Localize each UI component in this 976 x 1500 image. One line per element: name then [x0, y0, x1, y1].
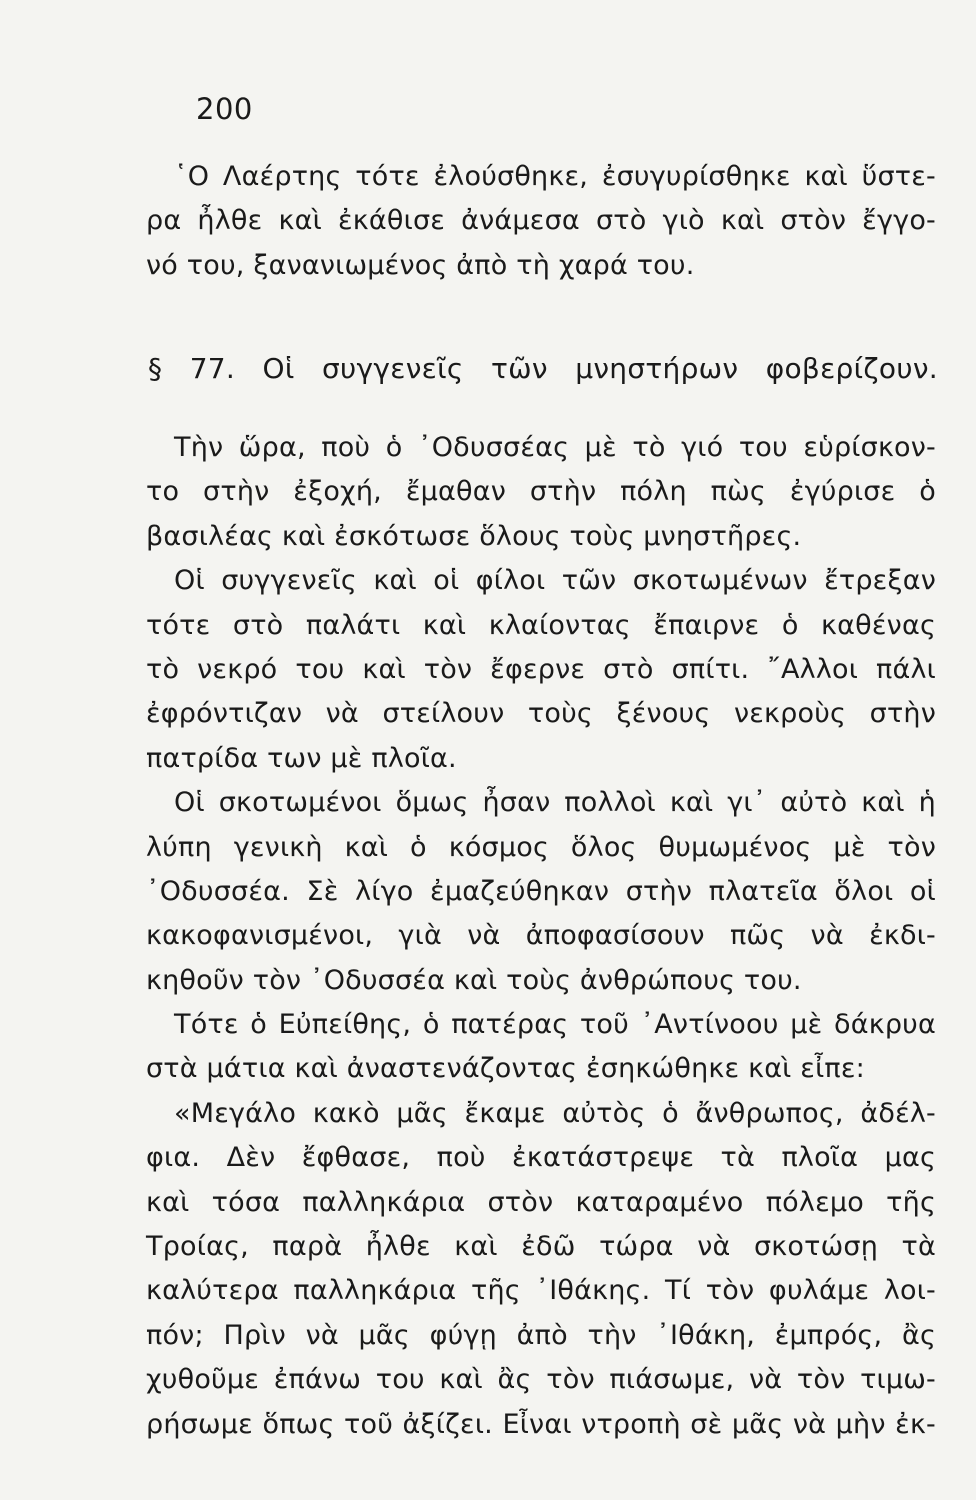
text-line: λύπη γενικὴ καὶ ὁ κόσμος ὅλος θυμωμένος μὲ τὸν [146, 831, 936, 863]
text-line: Τὴν ὥρα, ποὺ ὁ ᾿Οδυσσέας μὲ τὸ γιό του εὑρίσκον- [174, 432, 936, 463]
text-line: καὶ τόσα παλληκάρια στὸν καταραμένο πόλεμο τῆς [146, 1186, 936, 1218]
text-line: νό του, ξανανιωμένος ἀπὸ τὴ χαρά του. [146, 249, 695, 281]
text-line: καλύτερα παλληκάρια τῆς ᾿Ιθάκης. Τί τὸν φυλάμε λοι- [146, 1275, 936, 1307]
text-line: Οἱ συγγενεῖς καὶ οἱ φίλοι τῶν σκοτωμένων ἔτρεξαν [174, 565, 936, 597]
section-heading: § 77. Οἱ συγγενεῖς τῶν μνηστήρων φοβερίζουν. [148, 352, 938, 385]
text-line: χυθοῦμε ἐπάνω του καὶ ἂς τὸν πιάσωμε, νὰ τὸν τιμω- [146, 1364, 936, 1396]
body-text [146, 426, 936, 1447]
text-line: ρήσωμε ὅπως τοῦ ἀξίζει. Εἶναι ντροπὴ σὲ μᾶς νὰ μὴν ἐκ- [146, 1408, 936, 1440]
text-line: πόν; Πρὶν νὰ μᾶς φύγῃ ἀπὸ τὴν ᾿Ιθάκη, ἐμπρός, ἂς [146, 1319, 936, 1351]
text-line: «Μεγάλο κακὸ μᾶς ἔκαμε αὐτὸς ὁ ἄνθρωπος, ἀδέλ- [174, 1097, 936, 1129]
text-line: πατρίδα των μὲ πλοῖα. [146, 742, 457, 774]
intro-paragraph [146, 155, 936, 288]
text-line: ρα ἦλθε καὶ ἐκάθισε ἀνάμεσα στὸ γιὸ καὶ στὸν ἔγγο- [146, 205, 936, 237]
text-line: κηθοῦν τὸν ᾿Οδυσσέα καὶ τοὺς ἀνθρώπους του. [146, 964, 802, 996]
text-line: τότε στὸ παλάτι καὶ κλαίοντας ἔπαιρνε ὁ καθένας [146, 609, 936, 641]
text-line: στὰ μάτια καὶ ἀναστενάζοντας ἐσηκώθηκε καὶ εἶπε: [146, 1053, 865, 1085]
text-line: ἐφρόντιζαν νὰ στείλουν τοὺς ξένους νεκροὺς στὴν [146, 698, 936, 730]
text-line: ῾Ο Λαέρτης τότε ἐλούσθηκε, ἐσυγυρίσθηκε καὶ ὕστε- [174, 161, 936, 192]
text-line: τὸ νεκρό του καὶ τὸν ἔφερνε στὸ σπίτι. ῎Αλλοι πάλι [146, 653, 936, 685]
text-line: Τροίας, παρὰ ἦλθε καὶ ἐδῶ τώρα νὰ σκοτώσῃ τὰ [146, 1231, 936, 1263]
text-line: φια. Δὲν ἔφθασε, ποὺ ἐκατάστρεψε τὰ πλοῖα μας [146, 1142, 936, 1174]
text-line: ᾿Οδυσσέα. Σὲ λίγο ἐμαζεύθηκαν στὴν πλατεῖα ὅλοι οἱ [146, 875, 936, 907]
text-line: Οἱ σκοτωμένοι ὅμως ἦσαν πολλοὶ καὶ γι᾿ αὐτὸ καὶ ἡ [174, 787, 936, 819]
text-line: βασιλέας καὶ ἐσκότωσε ὅλους τοὺς μνηστῆρες. [146, 520, 802, 552]
text-line: το στὴν ἐξοχή, ἔμαθαν στὴν πόλη πὼς ἐγύρισε ὁ [146, 476, 936, 508]
text-line: κακοφανισμένοι, γιὰ νὰ ἀποφασίσουν πῶς νὰ ἐκδι- [146, 920, 936, 952]
page-number: 200 [196, 92, 253, 126]
text-line: Τότε ὁ Εὐπείθης, ὁ πατέρας τοῦ ᾿Αντίνοου μὲ δάκρυα [174, 1009, 936, 1041]
